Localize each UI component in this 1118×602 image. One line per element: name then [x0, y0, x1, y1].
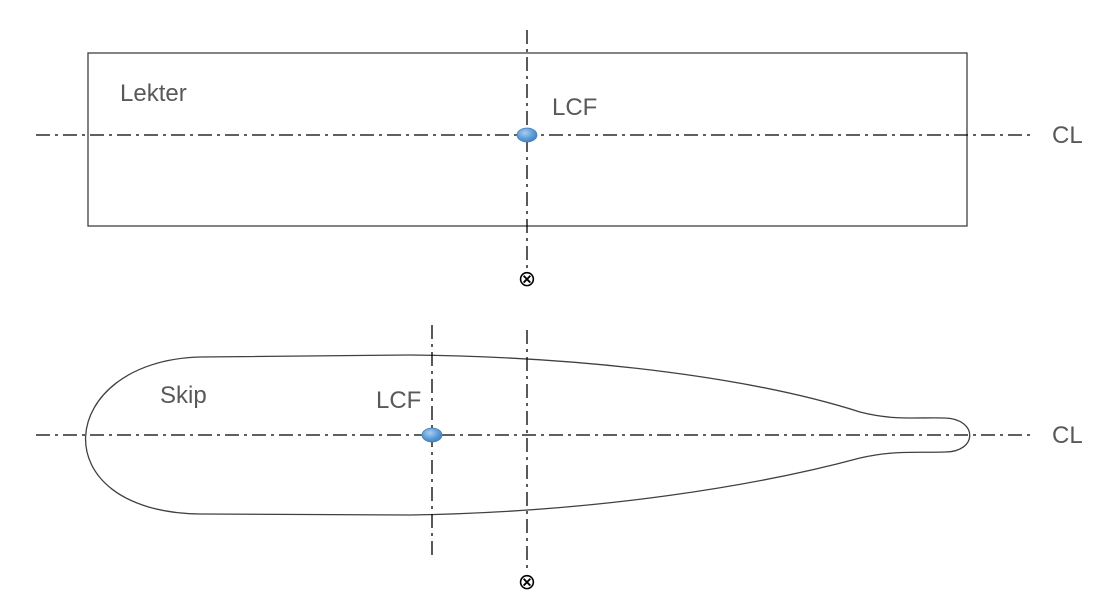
ship-midship-symbol: ⊗ [517, 570, 537, 595]
barge-lcf-marker [517, 128, 537, 142]
barge-name-label: Lekter [120, 80, 187, 107]
ship-centerline-label: CL [1052, 422, 1083, 449]
ship-group [36, 325, 1083, 595]
barge-midship-symbol: ⊗ [517, 267, 537, 292]
barge-centerline-label: CL [1052, 122, 1083, 149]
ship-name-label: Skip [160, 382, 207, 409]
barge-lcf-label: LCF [552, 94, 598, 121]
barge-group [36, 30, 1083, 292]
ship-lcf-label: LCF [376, 387, 422, 414]
ship-lcf-marker [422, 428, 442, 442]
